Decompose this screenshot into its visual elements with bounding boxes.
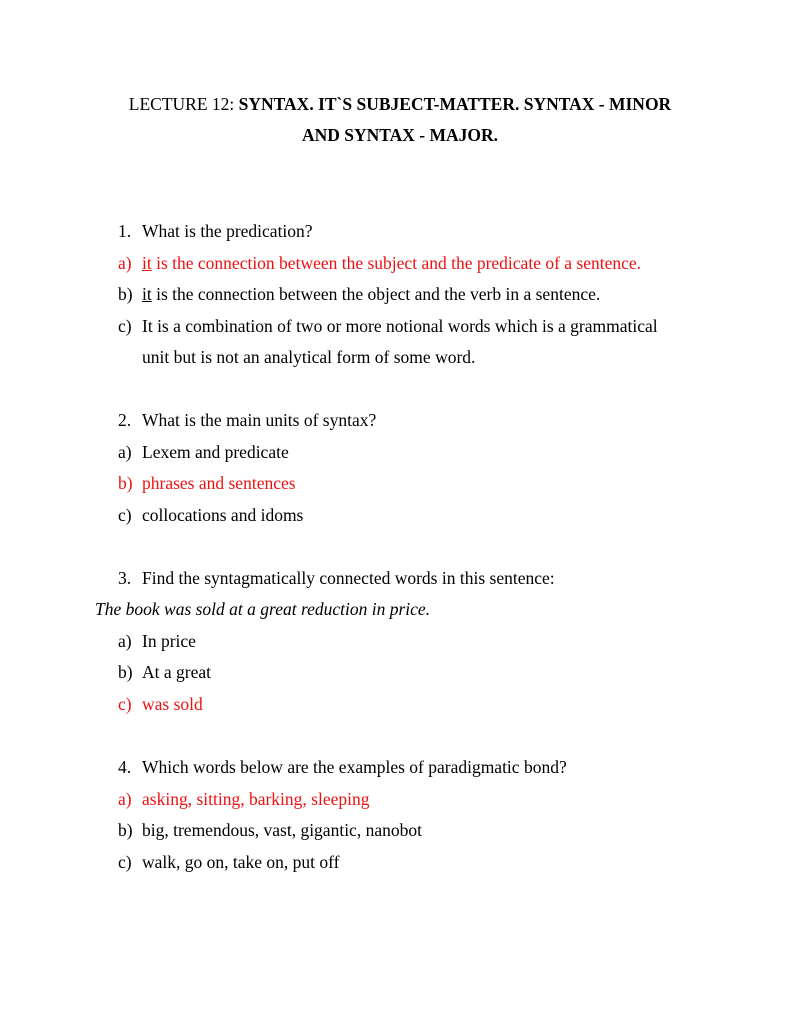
question-number: 4. (118, 757, 132, 777)
answer-marker: a) (118, 442, 132, 462)
title-prefix: LECTURE 12: (128, 94, 239, 114)
answer-text: phrases and sentences (142, 473, 296, 493)
question-number: 1. (118, 221, 132, 241)
example-sentence: The book was sold at a great reduction in price. (95, 599, 431, 619)
question-text: Which words below are the examples of paradigmatic bond? (142, 757, 567, 777)
answer-marker: a) (118, 789, 132, 809)
answer-text: collocations and idoms (142, 505, 304, 525)
question-number: 3. (118, 568, 132, 588)
answer-marker: b) (118, 662, 133, 682)
answer-text: walk, go on, take on, put off (142, 852, 340, 872)
answer-marker: c) (118, 852, 132, 872)
answer-marker: c) (118, 505, 132, 525)
answer-text: unit but is not an analytical form of some word. (142, 347, 476, 367)
answer-text: is the connection between the subject and the predicate of a sentence. (151, 253, 642, 273)
answer-marker: a) (118, 631, 132, 651)
answer-lead-word: it (142, 253, 152, 273)
answer-text: asking, sitting, barking, sleeping (142, 789, 370, 809)
answer-marker: c) (118, 694, 132, 714)
answer-text: In price (142, 631, 196, 651)
answer-text: At a great (142, 662, 211, 682)
title-bold-line2: AND SYNTAX - MAJOR. (301, 125, 499, 145)
lecture-title (60, 89, 740, 151)
answer-marker: a) (118, 253, 132, 273)
answer-text: big, tremendous, vast, gigantic, nanobot (142, 820, 422, 840)
answer-marker: b) (118, 284, 133, 304)
question-number: 2. (118, 410, 132, 430)
answer-lead-word: it (142, 284, 152, 304)
question-text: What is the main units of syntax? (142, 410, 377, 430)
answer-text: is the connection between the object and the verb in a sentence. (151, 284, 601, 304)
answer-text: It is a combination of two or more notional words which is a grammatical (142, 316, 658, 336)
answer-text: was sold (142, 694, 203, 714)
answer-text: Lexem and predicate (142, 442, 289, 462)
title-bold-line1: SYNTAX. IT`S SUBJECT-MATTER. SYNTAX - MINOR (238, 94, 672, 114)
answer-marker: b) (118, 820, 133, 840)
question-text: What is the predication? (142, 221, 313, 241)
question-text: Find the syntagmatically connected words in this sentence: (142, 568, 555, 588)
answer-marker: b) (118, 473, 133, 493)
answer-marker: c) (118, 316, 132, 336)
